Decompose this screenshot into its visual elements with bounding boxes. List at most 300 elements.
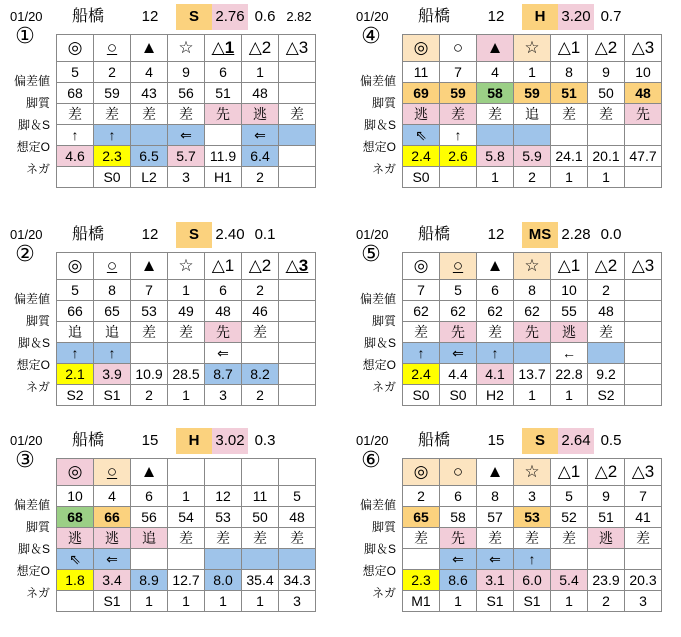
mark-cell: △1 xyxy=(205,35,242,62)
horse-number-cell xyxy=(625,280,662,301)
horse-number-cell: 8 xyxy=(94,280,131,301)
index-diff: 0.1 xyxy=(254,226,276,243)
horse-number-cell: 11 xyxy=(403,62,440,83)
horse-number-cell: 2 xyxy=(588,280,625,301)
expected-odds-cell xyxy=(279,364,316,385)
negative-factor-cell: 1 xyxy=(131,591,168,612)
running-style-cell: 差 xyxy=(168,322,205,343)
negative-factor-cell: 2 xyxy=(242,167,279,188)
grid-row-odds xyxy=(57,364,316,385)
race-date: 01/20 xyxy=(356,433,389,448)
horse-number-cell: 6 xyxy=(205,62,242,83)
expected-odds-cell: 8.0 xyxy=(205,570,242,591)
row-labels xyxy=(354,288,402,398)
horse-number-cell: 3 xyxy=(514,486,551,507)
position-arrow-cell: ⇐ xyxy=(94,549,131,570)
running-style-cell: 先 xyxy=(205,104,242,125)
expected-odds-cell: 3.9 xyxy=(94,364,131,385)
mark-cell: △1 xyxy=(551,35,588,62)
hensa-cell: 52 xyxy=(551,507,588,528)
row-label: 脚質 xyxy=(371,96,396,110)
negative-factor-cell: S2 xyxy=(588,385,625,406)
expected-odds-cell: 6.5 xyxy=(131,146,168,167)
position-arrow-cell: ⇐ xyxy=(205,343,242,364)
horse-number-cell: 10 xyxy=(551,280,588,301)
mark-cell: ▲ xyxy=(477,253,514,280)
position-arrow-cell xyxy=(279,549,316,570)
grid-row-kyakushitsu xyxy=(403,322,662,343)
horse-number-cell: 2 xyxy=(94,62,131,83)
expected-odds-cell: 5.7 xyxy=(168,146,205,167)
row-label: 偏差値 xyxy=(13,74,50,88)
negative-factor-cell: L2 xyxy=(131,167,168,188)
mark-cell: ▲ xyxy=(131,459,168,486)
race-header xyxy=(354,4,674,30)
index-value: 3.20 xyxy=(558,4,594,30)
grid-row-numbers xyxy=(57,486,316,507)
race-date: 01/20 xyxy=(10,227,43,242)
field-size: 12 xyxy=(141,8,159,25)
mark-cell: △2 xyxy=(588,253,625,280)
running-style-cell: 差 xyxy=(440,104,477,125)
horse-number-cell: 9 xyxy=(168,62,205,83)
race-number-badge: ⑤ xyxy=(361,241,381,266)
negative-factor-cell: 1 xyxy=(440,591,477,612)
position-arrow-cell: ← xyxy=(551,343,588,364)
running-style-cell: 先 xyxy=(440,528,477,549)
grid-row-marks xyxy=(57,35,316,62)
running-style-cell: 差 xyxy=(242,322,279,343)
expected-odds-cell: 2.3 xyxy=(94,146,131,167)
mark-cell: ◎ xyxy=(57,459,94,486)
grid-row-arrows xyxy=(403,549,662,570)
extra-value xyxy=(284,428,314,454)
grid-row-arrows xyxy=(57,549,316,570)
field-size: 12 xyxy=(141,226,159,243)
race-grade: S xyxy=(176,4,212,30)
running-style-cell: 逃 xyxy=(57,528,94,549)
negative-factor-cell: 1 xyxy=(551,591,588,612)
row-label: ネガ xyxy=(371,162,396,176)
horse-grid xyxy=(56,252,316,406)
position-arrow-cell: ⇐ xyxy=(242,125,279,146)
grid-row-nega xyxy=(57,385,316,406)
hensa-cell: 51 xyxy=(205,83,242,104)
race-date: 01/20 xyxy=(356,227,389,242)
mark-cell xyxy=(279,459,316,486)
index-value: 2.64 xyxy=(558,428,594,454)
mark-cell: △2 xyxy=(588,459,625,486)
running-style-cell: 差 xyxy=(403,528,440,549)
position-arrow-cell xyxy=(242,549,279,570)
position-arrow-cell xyxy=(131,549,168,570)
running-style-cell: 差 xyxy=(94,104,131,125)
row-label: 想定O xyxy=(16,358,50,372)
running-style-cell: 先 xyxy=(514,322,551,343)
negative-factor-cell: 1 xyxy=(551,167,588,188)
race-header xyxy=(8,4,328,30)
horse-number-cell: 5 xyxy=(440,280,477,301)
horse-number-cell: 6 xyxy=(131,486,168,507)
row-label: 偏差値 xyxy=(359,498,396,512)
running-style-cell: 差 xyxy=(551,104,588,125)
grid-row-marks xyxy=(57,253,316,280)
position-arrow-cell xyxy=(514,343,551,364)
expected-odds-cell: 5.8 xyxy=(477,146,514,167)
running-style-cell: 逃 xyxy=(242,104,279,125)
row-label: 脚＆S xyxy=(363,118,396,132)
negative-factor-cell: 1 xyxy=(588,167,625,188)
position-arrow-cell xyxy=(279,125,316,146)
grid-row-hensa xyxy=(403,507,662,528)
horse-number-cell: 8 xyxy=(551,62,588,83)
grid-row-hensa xyxy=(57,83,316,104)
row-label: 想定O xyxy=(16,140,50,154)
row-labels xyxy=(354,70,402,180)
mark-cell: ☆ xyxy=(514,459,551,486)
hensa-cell: 62 xyxy=(514,301,551,322)
position-arrow-cell: ↑ xyxy=(94,125,131,146)
horse-number-cell: 9 xyxy=(588,486,625,507)
race-grade: MS xyxy=(522,222,558,248)
mark-cell: △3 xyxy=(625,35,662,62)
track-name: 船橋 xyxy=(72,8,105,25)
hensa-cell: 49 xyxy=(168,301,205,322)
mark-cell: ☆ xyxy=(514,35,551,62)
running-style-cell: 逃 xyxy=(94,528,131,549)
negative-factor-cell xyxy=(625,385,662,406)
negative-factor-cell: S1 xyxy=(514,591,551,612)
index-value: 2.40 xyxy=(215,226,245,243)
grid-row-numbers xyxy=(403,62,662,83)
position-arrow-cell xyxy=(551,549,588,570)
row-label: 想定O xyxy=(362,564,396,578)
expected-odds-cell: 34.3 xyxy=(279,570,316,591)
mark-cell: △3 xyxy=(625,459,662,486)
expected-odds-cell: 3.4 xyxy=(94,570,131,591)
row-label: 想定O xyxy=(362,140,396,154)
race-date: 01/20 xyxy=(356,9,389,24)
grid-row-nega xyxy=(57,167,316,188)
expected-odds-cell: 23.9 xyxy=(588,570,625,591)
negative-factor-cell: S2 xyxy=(57,385,94,406)
hensa-cell xyxy=(279,301,316,322)
position-arrow-cell: ⇖ xyxy=(403,125,440,146)
negative-factor-cell: 1 xyxy=(514,385,551,406)
expected-odds-cell: 20.3 xyxy=(625,570,662,591)
track-name: 船橋 xyxy=(418,8,451,25)
race-panel-6 xyxy=(354,428,674,628)
hensa-cell: 58 xyxy=(440,507,477,528)
row-label: ネガ xyxy=(25,162,50,176)
row-label: 脚＆S xyxy=(17,336,50,350)
expected-odds-cell: 28.5 xyxy=(168,364,205,385)
running-style-cell: 差 xyxy=(168,104,205,125)
row-label: 脚質 xyxy=(25,520,50,534)
negative-factor-cell: 1 xyxy=(477,167,514,188)
negative-factor-cell: 2 xyxy=(588,591,625,612)
expected-odds-cell: 3.1 xyxy=(477,570,514,591)
grid-row-kyakushitsu xyxy=(57,104,316,125)
hensa-cell: 43 xyxy=(131,83,168,104)
expected-odds-cell: 4.6 xyxy=(57,146,94,167)
running-style-cell: 差 xyxy=(588,104,625,125)
negative-factor-cell: S1 xyxy=(94,591,131,612)
mark-cell: △2 xyxy=(588,35,625,62)
row-labels xyxy=(8,494,56,604)
row-label: 脚＆S xyxy=(363,336,396,350)
mark-cell: ○ xyxy=(94,253,131,280)
horse-number-cell: 10 xyxy=(57,486,94,507)
mark-cell: △3 xyxy=(279,253,316,280)
negative-factor-cell: 2 xyxy=(514,167,551,188)
expected-odds-cell: 2.6 xyxy=(440,146,477,167)
running-style-cell: 追 xyxy=(57,322,94,343)
position-arrow-cell xyxy=(625,125,662,146)
row-label: 脚質 xyxy=(371,314,396,328)
mark-cell: ☆ xyxy=(514,253,551,280)
horse-number-cell: 1 xyxy=(514,62,551,83)
mark-cell: △2 xyxy=(242,253,279,280)
expected-odds-cell: 12.7 xyxy=(168,570,205,591)
grid-row-marks xyxy=(403,459,662,486)
hensa-cell: 66 xyxy=(57,301,94,322)
grid-row-arrows xyxy=(403,125,662,146)
expected-odds-cell: 2.4 xyxy=(403,364,440,385)
grid-row-hensa xyxy=(57,507,316,528)
index-value: 2.28 xyxy=(561,226,591,243)
position-arrow-cell xyxy=(131,125,168,146)
running-style-cell: 差 xyxy=(279,104,316,125)
mark-cell: △3 xyxy=(279,35,316,62)
expected-odds-cell: 22.8 xyxy=(551,364,588,385)
extra-value xyxy=(630,4,660,30)
horse-number-cell: 10 xyxy=(625,62,662,83)
negative-factor-cell: H2 xyxy=(477,385,514,406)
hensa-cell: 69 xyxy=(403,83,440,104)
negative-factor-cell: S0 xyxy=(94,167,131,188)
running-style-cell: 逃 xyxy=(403,104,440,125)
race-number-badge: ⑥ xyxy=(361,447,381,472)
grid-row-nega xyxy=(403,167,662,188)
grid-row-numbers xyxy=(403,486,662,507)
running-style-cell: 差 xyxy=(168,528,205,549)
row-label: 想定O xyxy=(16,564,50,578)
running-style-cell: 差 xyxy=(514,528,551,549)
running-style-cell: 差 xyxy=(131,104,168,125)
mark-cell: △3 xyxy=(625,253,662,280)
race-grade: S xyxy=(522,428,558,454)
position-arrow-cell xyxy=(168,343,205,364)
horse-number-cell: 4 xyxy=(477,62,514,83)
horse-number-cell: 12 xyxy=(205,486,242,507)
grid-row-kyakushitsu xyxy=(57,528,316,549)
race-header xyxy=(8,428,328,454)
negative-factor-cell: 3 xyxy=(168,167,205,188)
row-label: 想定O xyxy=(362,358,396,372)
horse-number-cell: 1 xyxy=(242,62,279,83)
race-panel-2 xyxy=(354,4,674,204)
hensa-cell: 68 xyxy=(57,507,94,528)
mark-cell: ▲ xyxy=(131,35,168,62)
expected-odds-cell: 4.4 xyxy=(440,364,477,385)
hensa-cell: 65 xyxy=(403,507,440,528)
row-label: ネガ xyxy=(25,380,50,394)
negative-factor-cell: S0 xyxy=(403,385,440,406)
negative-factor-cell: 2 xyxy=(242,385,279,406)
negative-factor-cell: 3 xyxy=(205,385,242,406)
running-style-cell: 逃 xyxy=(551,322,588,343)
negative-factor-cell xyxy=(625,167,662,188)
hensa-cell: 62 xyxy=(477,301,514,322)
position-arrow-cell: ⇖ xyxy=(57,549,94,570)
row-label: 脚＆S xyxy=(17,542,50,556)
field-size: 15 xyxy=(141,432,159,449)
grid-row-marks xyxy=(403,35,662,62)
grid-row-hensa xyxy=(57,301,316,322)
grid-row-hensa xyxy=(403,301,662,322)
mark-cell: △1 xyxy=(551,253,588,280)
hensa-cell: 68 xyxy=(57,83,94,104)
negative-factor-cell xyxy=(57,167,94,188)
hensa-cell: 56 xyxy=(168,83,205,104)
race-number-badge: ③ xyxy=(15,447,35,472)
negative-factor-cell: 3 xyxy=(279,591,316,612)
negative-factor-cell: 1 xyxy=(168,591,205,612)
extra-value: 2.82 xyxy=(286,9,312,24)
race-date: 01/20 xyxy=(10,9,43,24)
negative-factor-cell: 1 xyxy=(205,591,242,612)
grid-row-nega xyxy=(403,385,662,406)
expected-odds-cell: 24.1 xyxy=(551,146,588,167)
race-panel-1 xyxy=(8,4,328,204)
horse-number-cell: 4 xyxy=(94,486,131,507)
grid-row-kyakushitsu xyxy=(403,528,662,549)
index-diff: 0.6 xyxy=(254,8,276,25)
grid-row-kyakushitsu xyxy=(403,104,662,125)
running-style-cell xyxy=(625,322,662,343)
expected-odds-cell: 8.2 xyxy=(242,364,279,385)
grid-row-numbers xyxy=(57,62,316,83)
grid-row-nega xyxy=(57,591,316,612)
grid-row-odds xyxy=(403,364,662,385)
mark-cell xyxy=(168,459,205,486)
mark-cell: ▲ xyxy=(477,459,514,486)
hensa-cell: 51 xyxy=(551,83,588,104)
row-labels xyxy=(8,70,56,180)
mark-cell xyxy=(205,459,242,486)
grid-row-hensa xyxy=(403,83,662,104)
running-style-cell: 差 xyxy=(477,104,514,125)
position-arrow-cell xyxy=(514,125,551,146)
negative-factor-cell: S1 xyxy=(477,591,514,612)
row-label: ネガ xyxy=(371,586,396,600)
row-label: 脚＆S xyxy=(363,542,396,556)
track-name: 船橋 xyxy=(72,432,105,449)
extra-value xyxy=(630,428,660,454)
grid-row-arrows xyxy=(57,343,316,364)
mark-cell: ◎ xyxy=(403,253,440,280)
hensa-cell: 59 xyxy=(440,83,477,104)
position-arrow-cell xyxy=(588,343,625,364)
mark-cell: ○ xyxy=(94,35,131,62)
race-header xyxy=(354,222,674,248)
hensa-cell xyxy=(279,83,316,104)
expected-odds-cell: 13.7 xyxy=(514,364,551,385)
position-arrow-cell xyxy=(168,549,205,570)
race-number-badge: ④ xyxy=(361,23,381,48)
expected-odds-cell: 6.4 xyxy=(242,146,279,167)
index-diff: 0.5 xyxy=(600,432,622,449)
expected-odds-cell: 10.9 xyxy=(131,364,168,385)
row-label: 脚質 xyxy=(25,314,50,328)
negative-factor-cell: S0 xyxy=(403,167,440,188)
expected-odds-cell: 8.7 xyxy=(205,364,242,385)
expected-odds-cell: 5.9 xyxy=(514,146,551,167)
row-label: ネガ xyxy=(25,586,50,600)
hensa-cell: 48 xyxy=(205,301,242,322)
negative-factor-cell xyxy=(440,167,477,188)
grid-row-arrows xyxy=(403,343,662,364)
running-style-cell: 先 xyxy=(440,322,477,343)
horse-number-cell: 6 xyxy=(205,280,242,301)
expected-odds-cell: 5.4 xyxy=(551,570,588,591)
running-style-cell: 追 xyxy=(94,322,131,343)
position-arrow-cell xyxy=(242,343,279,364)
running-style-cell: 差 xyxy=(57,104,94,125)
horse-number-cell: 8 xyxy=(514,280,551,301)
mark-cell xyxy=(242,459,279,486)
horse-number-cell: 5 xyxy=(279,486,316,507)
grid-row-nega xyxy=(403,591,662,612)
position-arrow-cell: ⇐ xyxy=(477,549,514,570)
running-style-cell: 差 xyxy=(477,528,514,549)
extra-value xyxy=(630,222,660,248)
hensa-cell: 50 xyxy=(588,83,625,104)
running-style-cell: 差 xyxy=(205,528,242,549)
index-value: 2.76 xyxy=(212,4,248,30)
negative-factor-cell: 3 xyxy=(625,591,662,612)
index-diff: 0.3 xyxy=(254,432,276,449)
expected-odds-cell xyxy=(279,146,316,167)
expected-odds-cell: 8.9 xyxy=(131,570,168,591)
hensa-cell: 57 xyxy=(477,507,514,528)
expected-odds-cell: 2.1 xyxy=(57,364,94,385)
expected-odds-cell: 2.3 xyxy=(403,570,440,591)
hensa-cell: 54 xyxy=(168,507,205,528)
negative-factor-cell xyxy=(279,385,316,406)
running-style-cell: 追 xyxy=(131,528,168,549)
horse-number-cell: 2 xyxy=(403,486,440,507)
position-arrow-cell: ↑ xyxy=(57,343,94,364)
grid-row-kyakushitsu xyxy=(57,322,316,343)
horse-grid xyxy=(402,252,662,406)
position-arrow-cell xyxy=(205,549,242,570)
race-panel-5 xyxy=(8,428,328,628)
running-style-cell: 差 xyxy=(279,528,316,549)
horse-grid xyxy=(402,34,662,188)
grid-row-odds xyxy=(403,570,662,591)
expected-odds-cell xyxy=(625,364,662,385)
hensa-cell: 48 xyxy=(242,83,279,104)
negative-factor-cell: S0 xyxy=(440,385,477,406)
position-arrow-cell: ↑ xyxy=(440,125,477,146)
mark-cell: ○ xyxy=(440,459,477,486)
race-grade: H xyxy=(176,428,212,454)
expected-odds-cell: 2.4 xyxy=(403,146,440,167)
index-diff: 0.7 xyxy=(600,8,622,25)
mark-cell: △1 xyxy=(205,253,242,280)
